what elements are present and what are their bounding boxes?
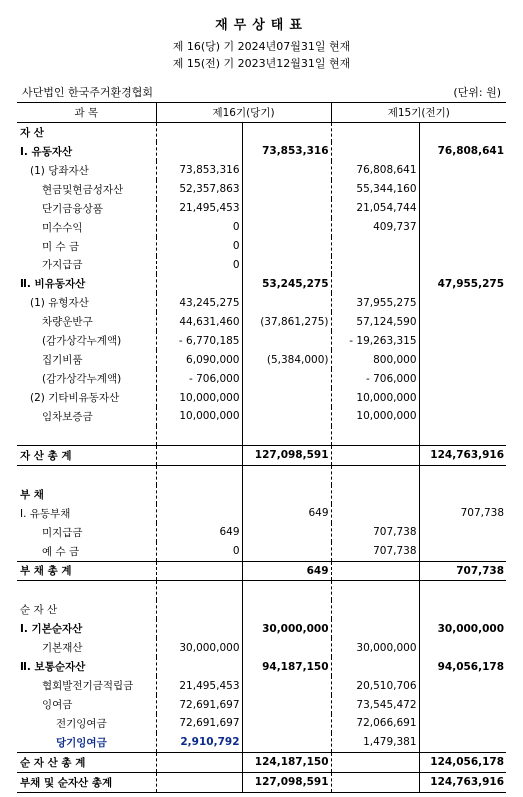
prior-detail-amount: 800,000 — [331, 350, 419, 369]
prior-total-amount — [419, 199, 506, 218]
prior-total-amount — [419, 369, 506, 388]
account-label: 순 자 산 — [20, 604, 58, 617]
prior-total-amount — [419, 122, 506, 141]
prior-total-amount — [419, 312, 506, 331]
table-row — [17, 600, 506, 619]
account-label: (감가상각누계액) — [42, 373, 122, 386]
account-label: Ⅰ. 기본순자산 — [20, 623, 83, 636]
prior-total-amount — [419, 695, 506, 714]
prior-total-amount: 124,056,178 — [419, 752, 506, 772]
prior-total-amount — [419, 733, 506, 752]
account-label: Ⅰ. 유동부채 — [20, 507, 71, 520]
current-detail-amount: 10,000,000 — [156, 407, 242, 426]
prior-detail-amount — [331, 581, 419, 600]
current-detail-amount: 2,910,792 — [156, 733, 242, 752]
account-label: 예 수 금 — [42, 545, 80, 558]
current-detail-amount: 0 — [156, 218, 242, 237]
current-detail-amount — [156, 445, 242, 465]
prior-total-amount: 124,763,916 — [419, 772, 506, 792]
account-label: 집기비품 — [42, 354, 83, 367]
table-row — [17, 312, 506, 331]
account-label: (2) 기타비유동자산 — [30, 392, 120, 405]
prior-total-amount — [419, 581, 506, 600]
table-row — [17, 274, 506, 293]
prior-detail-amount — [331, 772, 419, 792]
account-label: Ⅱ. 보통순자산 — [20, 661, 86, 674]
current-detail-amount: 44,631,460 — [156, 312, 242, 331]
table-row — [17, 714, 506, 733]
prior-total-amount — [419, 388, 506, 407]
prior-total-amount — [419, 714, 506, 733]
prior-detail-amount — [331, 485, 419, 504]
account-label: 임차보증금 — [42, 410, 93, 423]
current-total-amount — [242, 388, 331, 407]
current-total-amount — [242, 523, 331, 542]
current-total-amount: 94,187,150 — [242, 657, 331, 676]
prior-total-amount — [419, 350, 506, 369]
current-total-amount — [242, 542, 331, 561]
prior-total-amount: 30,000,000 — [419, 619, 506, 638]
prior-total-amount — [419, 161, 506, 180]
current-detail-amount — [156, 619, 242, 638]
table-row — [17, 122, 506, 141]
table-header-row — [17, 103, 506, 123]
prior-total-amount — [419, 180, 506, 199]
table-row — [17, 369, 506, 388]
account-label — [17, 465, 156, 484]
prior-detail-amount — [331, 237, 419, 256]
prior-detail-amount — [331, 561, 419, 581]
account-label: 미 수 금 — [42, 240, 80, 253]
current-total-amount — [242, 638, 331, 657]
current-total-amount: 53,245,275 — [242, 274, 331, 293]
current-detail-amount — [156, 465, 242, 484]
unit-label: (단위: 원) — [453, 86, 501, 99]
current-total-amount: (37,861,275) — [242, 312, 331, 331]
current-detail-amount: 0 — [156, 256, 242, 275]
current-detail-amount — [156, 485, 242, 504]
current-total-amount — [242, 199, 331, 218]
current-total-amount — [242, 600, 331, 619]
account-label: 부 채 — [20, 488, 44, 501]
table-row — [17, 504, 506, 523]
prior-detail-amount: 10,000,000 — [331, 407, 419, 426]
prior-total-amount — [419, 407, 506, 426]
current-detail-amount — [156, 581, 242, 600]
current-detail-amount — [156, 772, 242, 792]
balance-sheet-table — [17, 102, 506, 793]
table-row — [17, 638, 506, 657]
table-row — [17, 676, 506, 695]
current-period-subtitle: 제 16(당) 기 2024년07월31일 현재 — [172, 40, 351, 53]
current-detail-amount — [156, 561, 242, 581]
prior-detail-amount — [331, 657, 419, 676]
current-detail-amount — [156, 752, 242, 772]
current-total-amount: 127,098,591 — [242, 445, 331, 465]
current-total-amount: 30,000,000 — [242, 619, 331, 638]
prior-detail-amount: 76,808,641 — [331, 161, 419, 180]
account-label: 부 채 총 계 — [17, 561, 156, 581]
account-label: (1) 당좌자산 — [30, 164, 89, 177]
current-detail-amount: 0 — [156, 542, 242, 561]
current-detail-amount: - 706,000 — [156, 369, 242, 388]
prior-total-amount — [419, 293, 506, 312]
prior-detail-amount — [331, 504, 419, 523]
current-total-amount — [242, 407, 331, 426]
account-label: 전기잉여금 — [56, 717, 107, 730]
current-total-amount — [242, 122, 331, 141]
prior-total-amount: 47,955,275 — [419, 274, 506, 293]
current-detail-amount — [156, 657, 242, 676]
table-row — [17, 199, 506, 218]
table-row — [17, 581, 506, 600]
current-detail-amount: 10,000,000 — [156, 388, 242, 407]
current-total-amount — [242, 426, 331, 445]
current-total-amount — [242, 331, 331, 350]
prior-detail-amount: 20,510,706 — [331, 676, 419, 695]
table-row — [17, 426, 506, 445]
prior-detail-amount — [331, 122, 419, 141]
prior-detail-amount: 72,066,691 — [331, 714, 419, 733]
current-detail-amount: 21,495,453 — [156, 676, 242, 695]
current-total-amount: 73,853,316 — [242, 142, 331, 161]
table-row — [17, 445, 506, 465]
account-column-header: 과 목 — [17, 103, 156, 123]
prior-total-amount: 707,738 — [419, 561, 506, 581]
current-detail-amount: 72,691,697 — [156, 695, 242, 714]
account-label: 현금및현금성자산 — [42, 183, 124, 196]
account-label: Ⅱ. 비유동자산 — [20, 278, 86, 291]
current-total-amount — [242, 293, 331, 312]
table-row — [17, 465, 506, 484]
table-row — [17, 733, 506, 752]
prior-total-amount — [419, 331, 506, 350]
prior-total-amount — [419, 256, 506, 275]
table-row — [17, 772, 506, 792]
prior-total-amount: 124,763,916 — [419, 445, 506, 465]
table-row — [17, 485, 506, 504]
prior-total-amount — [419, 426, 506, 445]
prior-detail-amount: - 19,263,315 — [331, 331, 419, 350]
current-detail-amount: 43,245,275 — [156, 293, 242, 312]
current-total-amount: 124,187,150 — [242, 752, 331, 772]
current-total-amount — [242, 581, 331, 600]
table-row — [17, 695, 506, 714]
table-row — [17, 180, 506, 199]
current-total-amount — [242, 714, 331, 733]
current-detail-amount — [156, 274, 242, 293]
account-label: Ⅰ. 유동자산 — [20, 145, 73, 158]
table-row — [17, 237, 506, 256]
current-total-amount: 649 — [242, 561, 331, 581]
table-row — [17, 561, 506, 581]
prior-detail-amount: 409,737 — [331, 218, 419, 237]
company-name: 사단법인 한국주거환경협회 — [22, 86, 154, 99]
current-total-amount — [242, 180, 331, 199]
account-label: 자 산 총 계 — [17, 445, 156, 465]
table-row — [17, 752, 506, 772]
current-detail-amount — [156, 426, 242, 445]
prior-detail-amount: 707,738 — [331, 542, 419, 561]
current-detail-amount: 6,090,000 — [156, 350, 242, 369]
prior-detail-amount: 73,545,472 — [331, 695, 419, 714]
table-row — [17, 142, 506, 161]
prior-detail-amount: 30,000,000 — [331, 638, 419, 657]
current-detail-amount — [156, 122, 242, 141]
prior-detail-amount — [331, 619, 419, 638]
prior-total-amount — [419, 485, 506, 504]
prior-detail-amount: 57,124,590 — [331, 312, 419, 331]
current-total-amount — [242, 237, 331, 256]
current-detail-amount: 0 — [156, 237, 242, 256]
current-detail-amount: - 6,770,185 — [156, 331, 242, 350]
current-total-amount — [242, 218, 331, 237]
statement-title: 재무상태표 — [215, 18, 308, 33]
account-label: (1) 유형자산 — [30, 297, 89, 310]
prior-total-amount — [419, 542, 506, 561]
current-total-amount — [242, 256, 331, 275]
current-detail-amount: 30,000,000 — [156, 638, 242, 657]
prior-detail-amount: 10,000,000 — [331, 388, 419, 407]
prior-total-amount — [419, 600, 506, 619]
account-label: 기본재산 — [42, 642, 83, 655]
current-total-amount — [242, 465, 331, 484]
prior-detail-amount: 21,054,744 — [331, 199, 419, 218]
current-total-amount: (5,384,000) — [242, 350, 331, 369]
account-label: 가지급금 — [42, 259, 83, 272]
prior-detail-amount: - 706,000 — [331, 369, 419, 388]
table-row — [17, 161, 506, 180]
current-detail-amount — [156, 504, 242, 523]
current-total-amount — [242, 733, 331, 752]
account-label: 순 자 산 총 계 — [17, 752, 156, 772]
prior-detail-amount — [331, 465, 419, 484]
current-total-amount — [242, 161, 331, 180]
prior-period-column-header: 제15기(전기) — [331, 103, 506, 123]
current-detail-amount: 52,357,863 — [156, 180, 242, 199]
current-detail-amount: 21,495,453 — [156, 199, 242, 218]
table-row — [17, 657, 506, 676]
prior-total-amount — [419, 237, 506, 256]
table-row — [17, 218, 506, 237]
account-label: 부채 및 순자산 총계 — [17, 772, 156, 792]
prior-detail-amount: 55,344,160 — [331, 180, 419, 199]
current-detail-amount: 72,691,697 — [156, 714, 242, 733]
table-row — [17, 619, 506, 638]
table-row — [17, 256, 506, 275]
prior-detail-amount: 707,738 — [331, 523, 419, 542]
current-total-amount — [242, 676, 331, 695]
account-label: 잉여금 — [42, 699, 73, 712]
table-row — [17, 523, 506, 542]
table-row — [17, 331, 506, 350]
current-total-amount — [242, 485, 331, 504]
prior-detail-amount — [331, 752, 419, 772]
prior-total-amount — [419, 523, 506, 542]
current-detail-amount: 73,853,316 — [156, 161, 242, 180]
prior-detail-amount — [331, 274, 419, 293]
prior-total-amount: 707,738 — [419, 504, 506, 523]
prior-total-amount — [419, 676, 506, 695]
prior-detail-amount — [331, 445, 419, 465]
prior-total-amount — [419, 638, 506, 657]
prior-detail-amount — [331, 426, 419, 445]
prior-detail-amount — [331, 142, 419, 161]
account-label — [17, 426, 156, 445]
prior-period-subtitle: 제 15(전) 기 2023년12월31일 현재 — [172, 57, 351, 70]
account-label: 미수수익 — [42, 221, 83, 234]
current-detail-amount — [156, 600, 242, 619]
prior-total-amount — [419, 218, 506, 237]
table-row — [17, 388, 506, 407]
current-detail-amount: 649 — [156, 523, 242, 542]
table-row — [17, 293, 506, 312]
prior-detail-amount — [331, 600, 419, 619]
prior-total-amount: 94,056,178 — [419, 657, 506, 676]
prior-total-amount — [419, 465, 506, 484]
prior-detail-amount: 1,479,381 — [331, 733, 419, 752]
current-detail-amount — [156, 142, 242, 161]
account-label — [17, 581, 156, 600]
account-label: 당기잉여금 — [56, 736, 107, 749]
prior-total-amount: 76,808,641 — [419, 142, 506, 161]
prior-detail-amount: 37,955,275 — [331, 293, 419, 312]
table-row — [17, 407, 506, 426]
account-label: 자 산 — [20, 126, 44, 139]
current-total-amount: 127,098,591 — [242, 772, 331, 792]
table-row — [17, 542, 506, 561]
account-label: 미지급금 — [42, 526, 83, 539]
current-period-column-header: 제16기(당기) — [156, 103, 331, 123]
table-row — [17, 350, 506, 369]
current-total-amount — [242, 369, 331, 388]
account-label: 차량운반구 — [42, 316, 93, 329]
current-total-amount — [242, 695, 331, 714]
current-total-amount: 649 — [242, 504, 331, 523]
account-label: 협회발전기금적립금 — [42, 680, 134, 693]
account-label: 단기금융상품 — [42, 202, 103, 215]
prior-detail-amount — [331, 256, 419, 275]
account-label: (감가상각누계액) — [42, 335, 122, 348]
